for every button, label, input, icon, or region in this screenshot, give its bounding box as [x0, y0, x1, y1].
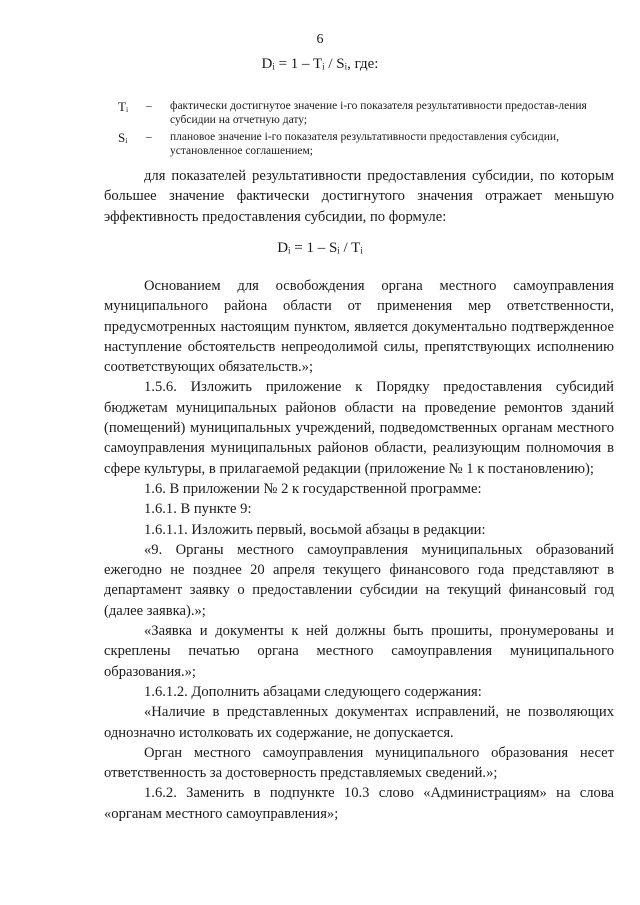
definition-text: плановое значение i-го показателя результативности предоставления субсидии, установленное соглашением;	[170, 131, 559, 157]
definition-dash: –	[146, 131, 152, 143]
paragraph-exemption: Основанием для освобождения органа местного самоуправления муниципального района области от применения мер ответственности, предусмотренных настоящим пунктом, является документально подтвержденное наступление обстоятельств непреодолимой силы, препятствующих исполнению соответствующих обязательств.»;	[104, 278, 614, 376]
paragraph-1-6: 1.6. В приложении № 2 к государственной программе:	[144, 480, 482, 497]
paragraph-1-6-1: 1.6.1. В пункте 9:	[144, 501, 252, 518]
paragraph-quote-application: «Заявка и документы к ней должны быть прошиты, пронумерованы и скреплены печатью органа местного самоуправления муниципального образования.»;	[104, 623, 614, 680]
definition-symbol: Sᵢ	[118, 130, 128, 145]
paragraph-1-5-6: 1.5.6. Изложить приложение к Порядку предоставления субсидий бюджетам муниципальных районов области на проведение ремонтов зданий (помещений) муниципальных учреждений, подведомственных органам местного самоуправления муниципальных районов области, реализующим полномочия в сфере культуры, в прилагаемой редакции (приложение № 1 к постановлению);	[104, 379, 614, 477]
paragraph-1-6-1-1: 1.6.1.1. Изложить первый, восьмой абзацы в редакции:	[144, 521, 486, 538]
formula-alt: Dᵢ = 1 – Sᵢ / Tᵢ	[277, 240, 363, 256]
definition-dash: –	[146, 100, 152, 112]
definition-text: фактически достигнутое значение i-го показателя результативности предостав-ления субсидии на отчетную дату;	[170, 100, 587, 126]
paragraph-responsibility: Орган местного самоуправления муниципального образования несет ответственность за достоверность представляемых сведений.»;	[104, 744, 614, 782]
definition-s	[118, 131, 618, 158]
intro-paragraph: для показателей результативности предоставления субсидии, по которым большее значение фактически достигнутого значения отражает меньшую эффективность предоставления субсидии, по формуле:	[104, 168, 614, 225]
definition-symbol: Tᵢ	[118, 99, 129, 114]
intro-block	[104, 166, 614, 227]
page-number: 6	[316, 32, 324, 47]
paragraph-1-6-2: 1.6.2. Заменить в подпункте 10.3 слово «Администрациям» на слова «органам местного самоуправления»;	[104, 785, 614, 822]
body-text	[104, 276, 614, 824]
paragraph-1-6-1-2: 1.6.1.2. Дополнить абзацами следующего содержания:	[144, 683, 482, 700]
paragraph-quote-corrections: «Наличие в представленных документах исправлений, не позволяющих однозначно истолковать их содержание, не допускается.	[104, 704, 614, 741]
definition-t	[118, 100, 618, 127]
formula-main: Dᵢ = 1 – Tᵢ / Sᵢ, где:	[261, 56, 379, 72]
paragraph-quote-9: «9. Органы местного самоуправления муниципальных образований ежегодно не позднее 20 апреля текущего финансового года представляют в департамент заявку о предоставлении субсидии на текущий финансовый год (далее заявка).»;	[104, 541, 614, 619]
